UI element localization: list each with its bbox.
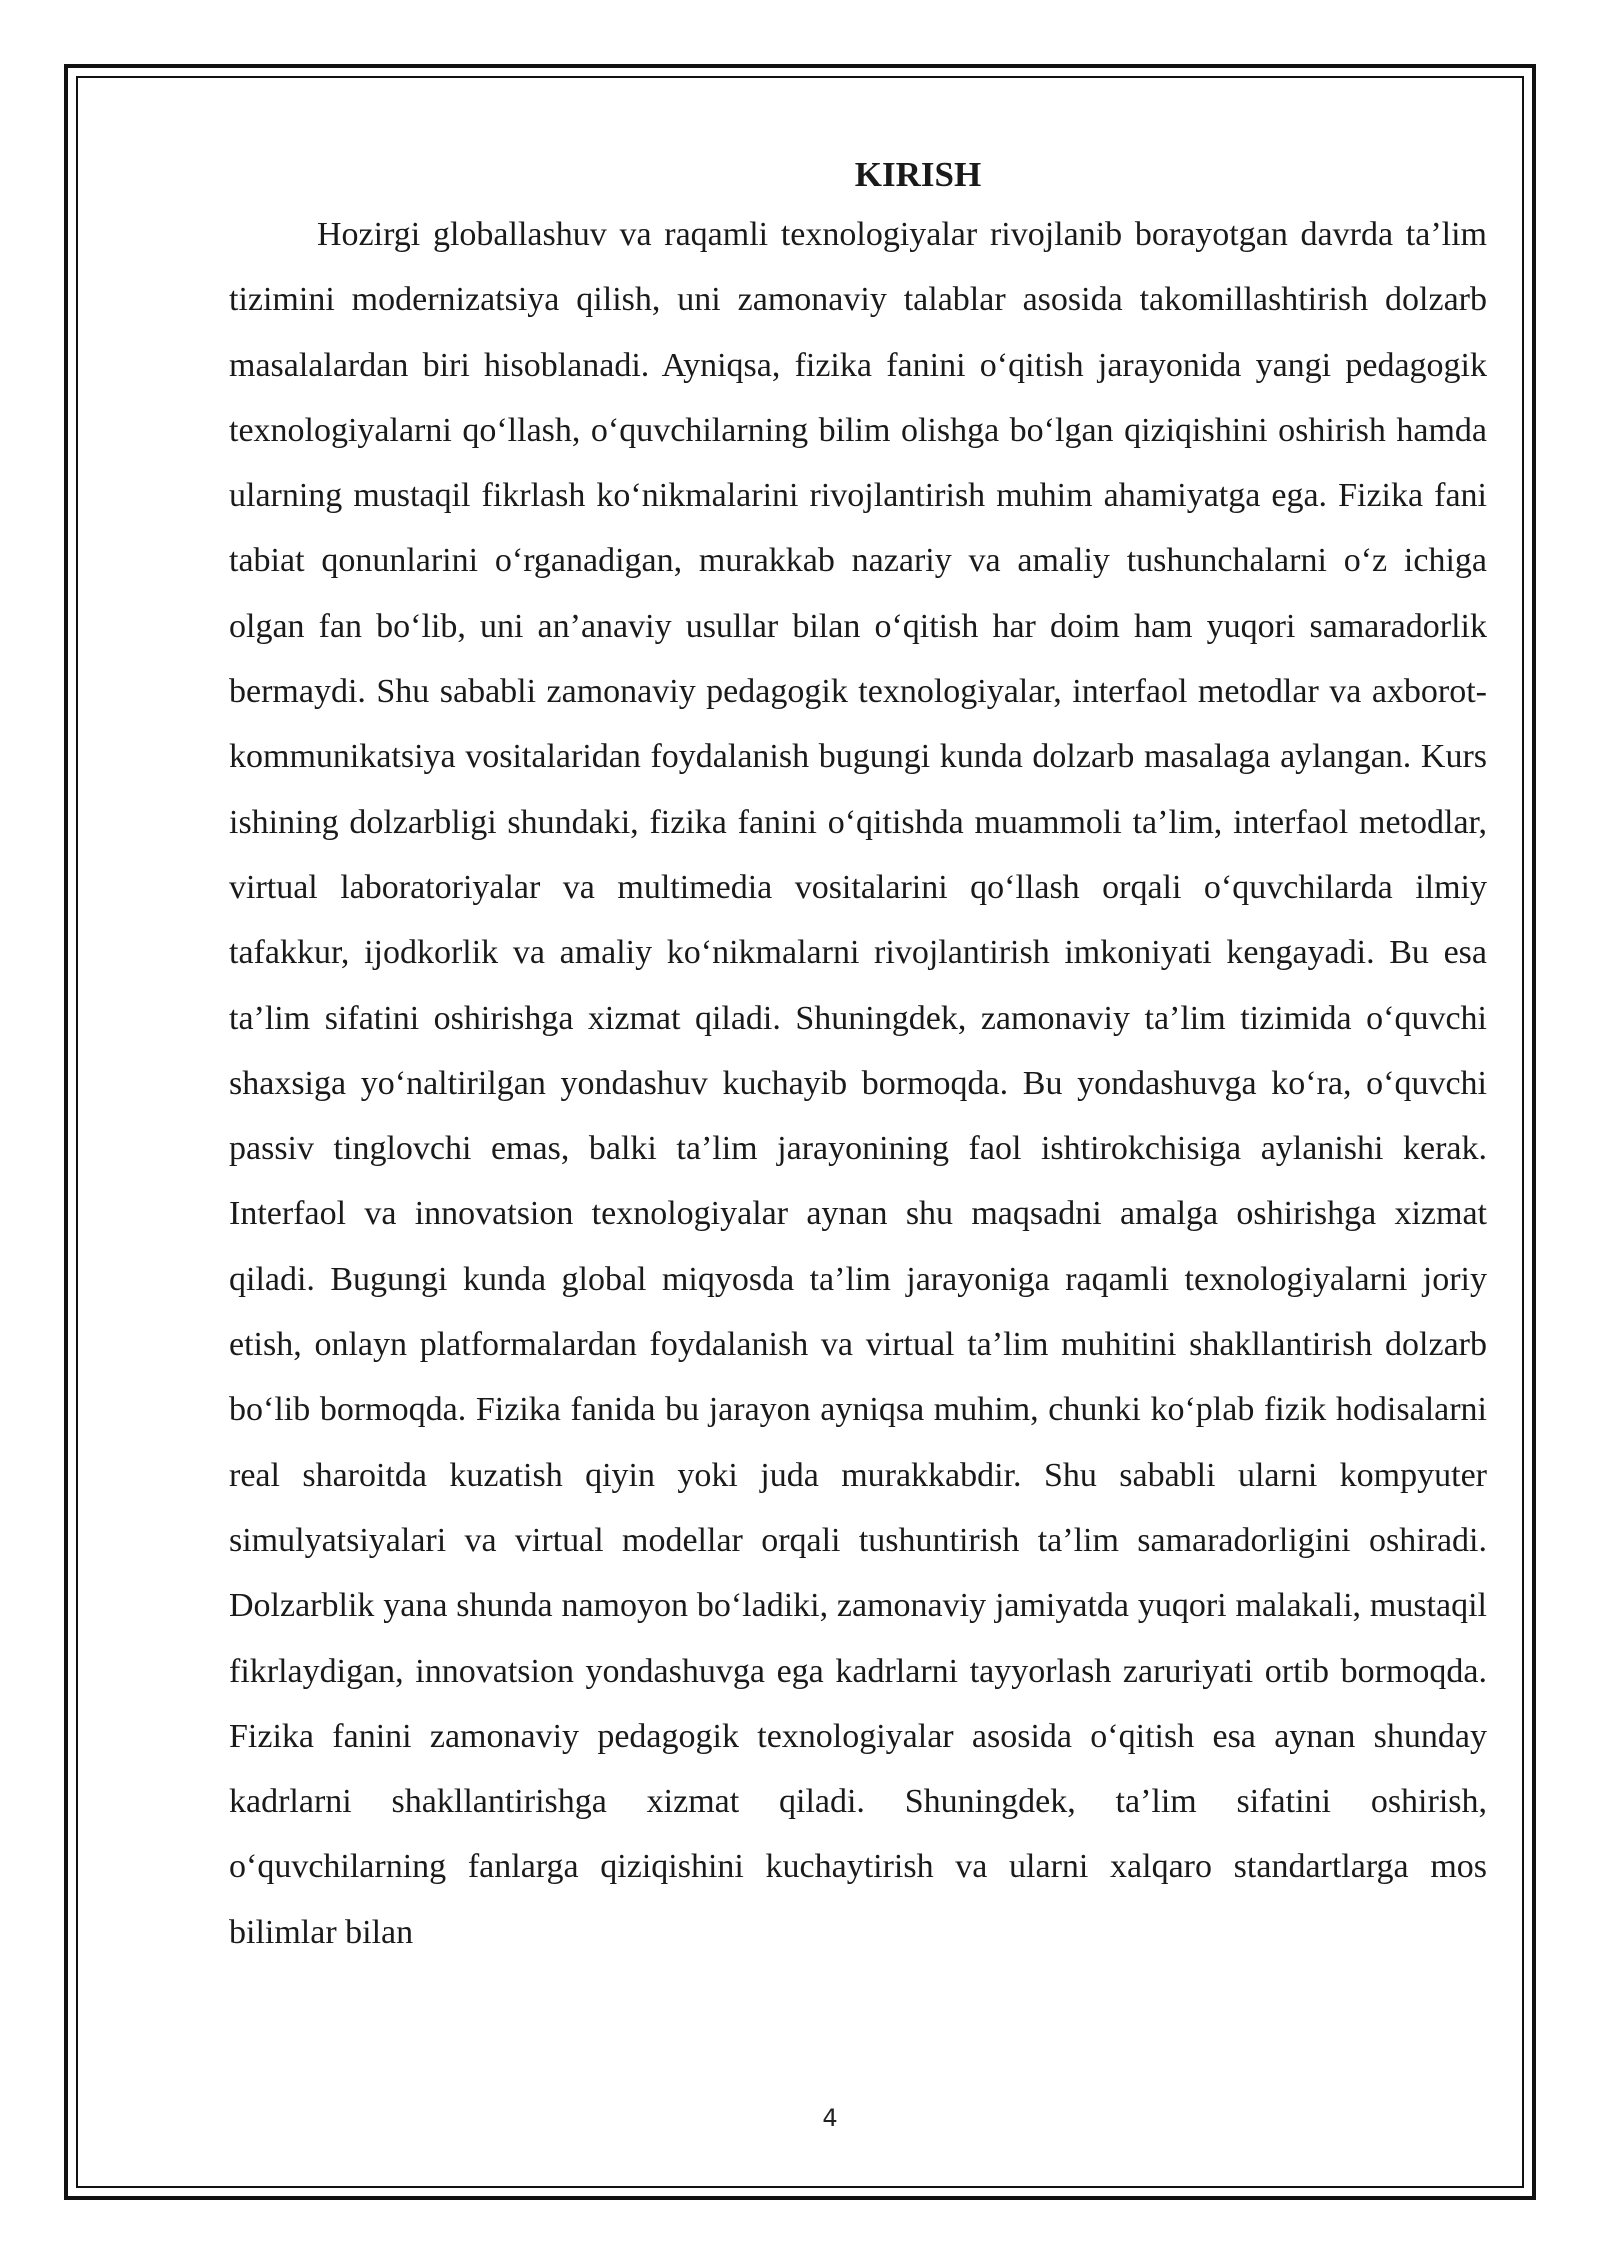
page-number: 4 <box>822 2104 838 2132</box>
document-body <box>229 148 1487 1965</box>
body-paragraph: Hozirgi globallashuv va raqamli texnologiyalar rivojlanib borayotgan davrda ta’lim tizimini modernizatsiya qilish, uni zamonaviy talablar asosida takomillashtirish dolzarb masalalardan biri hisoblanadi. Ayniqsa, fizika fanini o‘qitish jarayonida yangi pedagogik texnologiyalarni qo‘llash, o‘quvchilarning bilim olishga bo‘lgan qiziqishini oshirish hamda ularning mustaqil fikrlash ko‘nikmalarini rivojlantirish muhim ahamiyatga ega. Fizika fani tabiat qonunlarini o‘rganadigan, murakkab nazariy va amaliy tushunchalarni o‘z ichiga olgan fan bo‘lib, uni an’anaviy usullar bilan o‘qitish har doim ham yuqori samaradorlik bermaydi. Shu sababli zamonaviy pedagogik texnologiyalar, interfaol metodlar va axborot-kommunikatsiya vositalaridan foydalanish bugungi kunda dolzarb masalaga aylangan. Kurs ishining dolzarbligi shundaki, fizika fanini o‘qitishda muammoli ta’lim, interfaol metodlar, virtual laboratoriyalar va multimedia vositalarini qo‘llash orqali o‘quvchilarda ilmiy tafakkur, ijodkorlik va amaliy ko‘nikmalarni rivojlantirish imkoniyati kengayadi. Bu esa ta’lim sifatini oshirishga xizmat qiladi. Shuningdek, zamonaviy ta’lim tizimida o‘quvchi shaxsiga yo‘naltirilgan yondashuv kuchayib bormoqda. Bu yondashuvga ko‘ra, o‘quvchi passiv tinglovchi emas, balki ta’lim jarayonining faol ishtirokchisiga aylanishi kerak. Interfaol va innovatsion texnologiyalar aynan shu maqsadni amalga oshirishga xizmat qiladi. Bugungi kunda global miqyosda ta’lim jarayoniga raqamli texnologiyalarni joriy etish, onlayn platformalardan foydalanish va virtual ta’lim muhitini shakllantirish dolzarb bo‘lib bormoqda. Fizika fanida bu jarayon ayniqsa muhim, chunki ko‘plab fizik hodisalarni real sharoitda kuzatish qiyin yoki juda murakkabdir. Shu sababli ularni kompyuter simulyatsiyalari va virtual modellar orqali tushuntirish ta’lim samaradorligini oshiradi. Dolzarblik yana shunda namoyon bo‘ladiki, zamonaviy jamiyatda yuqori malakali, mustaqil fikrlaydigan, innovatsion yondashuvga ega kadrlarni tayyorlash zaruriyati ortib bormoqda. Fizika fanini zamonaviy pedagogik texnologiyalar asosida o‘qitish esa aynan shunday kadrlarni shakllantirishga xizmat qiladi. Shuningdek, ta’lim sifatini oshirish, o‘quvchilarning fanlarga qiziqishini kuchaytirish va ularni xalqaro standartlarga mos bilimlar bilan <box>229 216 1487 1951</box>
section-title: KIRISH <box>854 155 982 194</box>
